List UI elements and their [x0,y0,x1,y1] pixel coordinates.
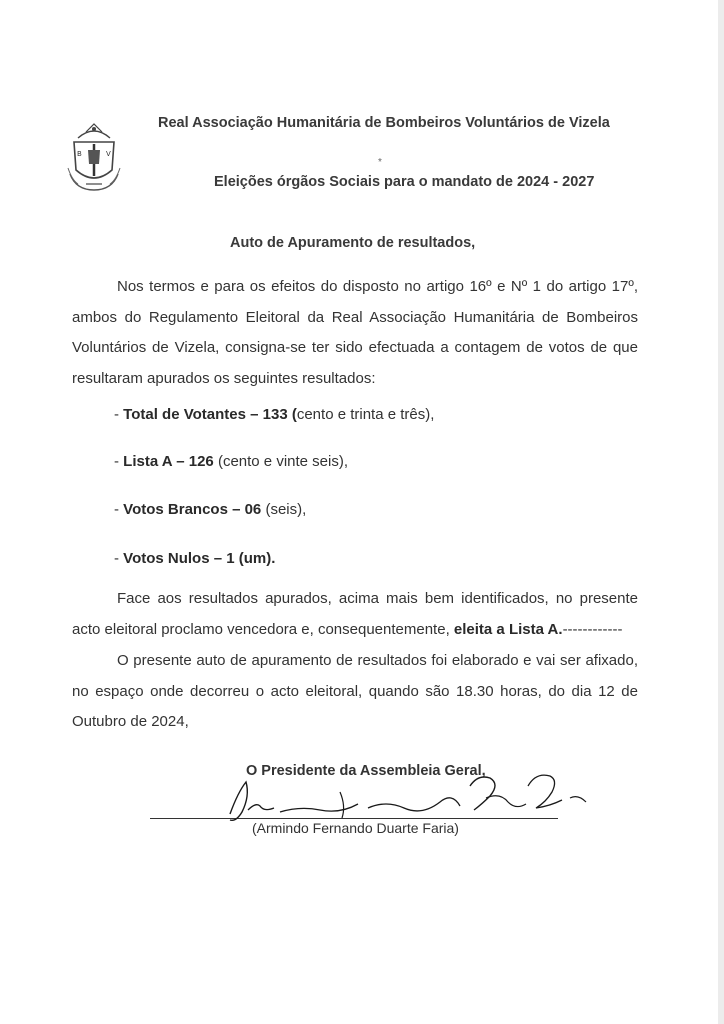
result-total-votantes [114,406,434,423]
conclusion-bold: eleita a Lista A. [453,620,563,638]
conclusion-dashes: ------------ [562,620,623,638]
result-prefix: - [114,453,124,470]
result-lista-a [114,453,348,470]
result-detail: (cento e vinte seis), [213,453,349,470]
result-prefix: - [114,406,124,423]
signatory-role: O Presidente da Assembleia Geral, [246,763,486,779]
signatory-name: (Armindo Fernando Duarte Faria) [252,820,459,836]
result-label: Total de Votantes – 133 ( [123,406,297,423]
conclusion-text: Face aos resultados apurados, acima mais bem identificados, no presente acto eleitoral proclamo vencedora e, consequentemente, [72,590,638,638]
intro-paragraph: Nos termos e para os efeitos do disposto no artigo 16º e Nº 1 do artigo 17º, ambos do Regulamento Eleitoral da Real Associação Humanitária de Bombeiros Voluntários de Vizela, consigna-se ter sido efectuada a contagem de votos de que resultaram apurados os seguintes resultados: [72,278,638,387]
svg-text:B: B [77,150,82,158]
organization-title: Real Associação Humanitária de Bombeiros Voluntários de Vizela [158,115,610,131]
result-votos-brancos [114,501,306,518]
result-label: Votos Nulos – 1 (um). [123,550,276,567]
document-heading: Auto de Apuramento de resultados, [230,235,476,251]
svg-text:V: V [106,150,111,158]
result-detail: (seis), [261,501,307,518]
result-detail: cento e trinta e três), [296,406,435,423]
result-prefix: - [114,501,124,518]
closing-paragraph: O presente auto de apuramento de resultados foi elaborado e vai ser afixado, no espaço onde decorreu o acto eleitoral, quando são 18.30 horas, do dia 12 de Outubro de 2024, [72,652,638,730]
result-votos-nulos [114,550,275,567]
coat-of-arms-logo [66,120,122,194]
election-subtitle: Eleições órgãos Sociais para o mandato de 2024 - 2027 [214,174,595,190]
asterisk-mark: * [378,157,382,168]
conclusion-paragraph [72,584,638,645]
page-edge [718,0,724,1024]
result-label: Lista A – 126 [123,453,214,470]
result-prefix: - [114,550,124,567]
result-label: Votos Brancos – 06 [123,501,262,518]
